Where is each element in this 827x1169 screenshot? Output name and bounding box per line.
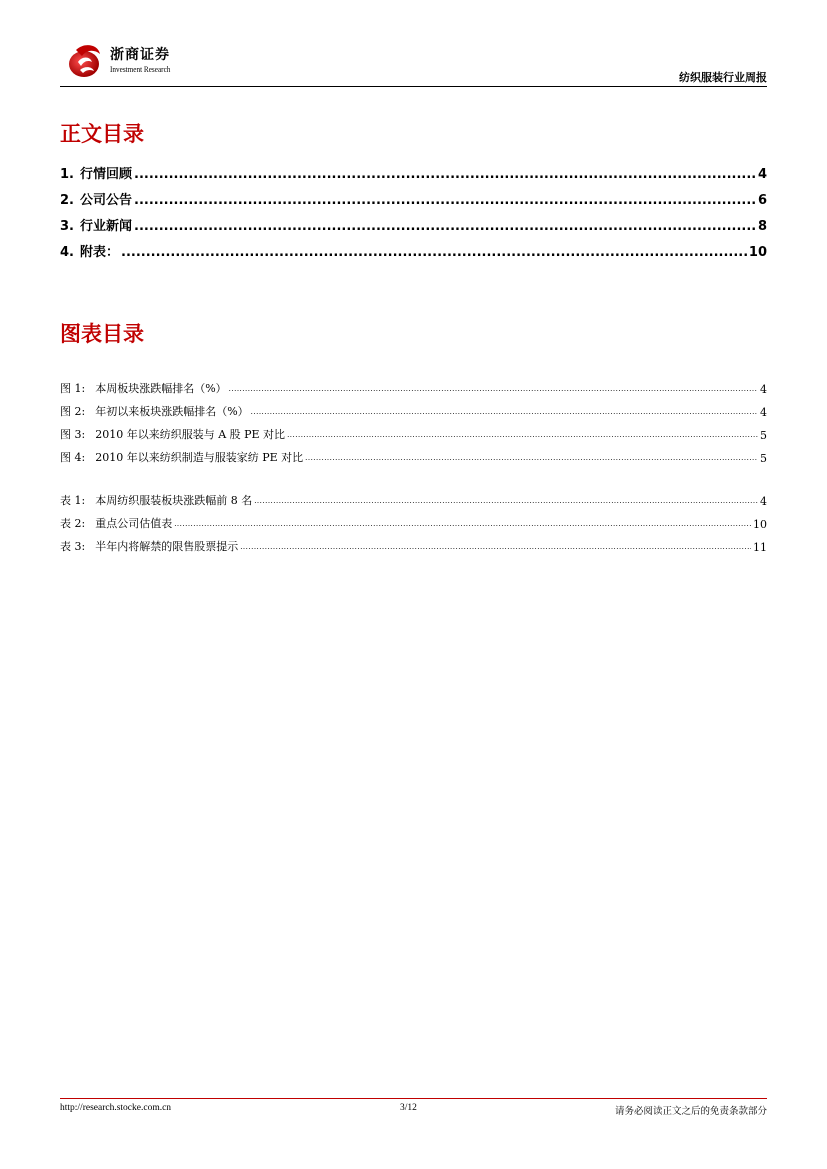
leader-dots (254, 494, 758, 508)
toc-item-title: 公司公告 (79, 193, 132, 208)
page-number: 3/12 (400, 1103, 417, 1113)
figure-label: 图 1: (60, 382, 86, 395)
figure-title: 2010 年以来纺织服装与 A 股 PE 对比 (95, 428, 286, 441)
figure-title: 2010 年以来纺织制造与服装家纺 PE 对比 (95, 451, 304, 464)
table-label: 表 3: (60, 540, 86, 553)
footer-divider (60, 1098, 767, 1099)
figure-page: 5 (760, 452, 767, 465)
zheshang-logo-icon (66, 40, 106, 80)
toc-item-1[interactable] (60, 160, 767, 182)
leader-dots (121, 245, 747, 260)
logo-english-name: Investment Research (110, 64, 171, 74)
figure-label: 图 3: (60, 428, 86, 441)
figure-list-heading: 图表目录 (60, 322, 144, 346)
footer-url[interactable]: http://research.stocke.com.cn (60, 1103, 172, 1113)
figure-item-1[interactable] (60, 378, 767, 396)
figure-title: 本周板块涨跌幅排名（%） (95, 382, 227, 395)
leader-dots (134, 193, 756, 208)
leader-dots (134, 219, 756, 234)
toc-item-4[interactable] (60, 238, 767, 260)
logo-chinese-name: 浙商证券 (110, 47, 170, 63)
leader-dots (305, 451, 758, 465)
figure-title: 年初以来板块涨跌幅排名（%） (95, 405, 249, 418)
figure-label: 图 2: (60, 405, 86, 418)
table-page: 11 (753, 541, 767, 554)
toc-item-title: 行业新闻 (79, 219, 132, 234)
table-title: 本周纺织服装板块涨跌幅前 8 名 (95, 494, 253, 507)
table-page: 4 (760, 495, 767, 508)
table-item-1[interactable] (60, 490, 767, 508)
toc-item-page: 4 (757, 167, 767, 182)
table-title: 重点公司估值表 (95, 517, 173, 530)
toc-item-2[interactable] (60, 186, 767, 208)
toc-item-page: 6 (757, 193, 767, 208)
figure-page: 4 (760, 383, 767, 396)
company-logo (66, 40, 196, 82)
toc-item-page: 10 (748, 245, 767, 260)
table-item-3[interactable] (60, 536, 767, 554)
table-item-2[interactable] (60, 513, 767, 531)
figure-label: 图 4: (60, 451, 86, 464)
figure-item-4[interactable] (60, 447, 767, 465)
leader-dots (240, 540, 751, 554)
table-label: 表 2: (60, 517, 86, 530)
table-page: 10 (753, 518, 767, 531)
toc-item-number: 3. (60, 219, 74, 234)
disclaimer-note: 请务必阅读正文之后的免责条款部分 (614, 1106, 767, 1117)
leader-dots (229, 382, 758, 396)
toc-item-number: 2. (60, 193, 74, 208)
table-title: 半年内将解禁的限售股票提示 (95, 540, 239, 553)
table-label: 表 1: (60, 494, 86, 507)
toc-item-number: 4. (60, 245, 74, 260)
toc-item-title: 行情回顾 (79, 167, 132, 182)
report-type: 纺织服装行业周报 (679, 71, 767, 84)
toc-item-page: 8 (757, 219, 767, 234)
toc-item-3[interactable] (60, 212, 767, 234)
figure-item-3[interactable] (60, 424, 767, 442)
figure-page: 4 (760, 406, 767, 419)
leader-dots (134, 167, 756, 182)
leader-dots (251, 405, 758, 419)
leader-dots (174, 517, 751, 531)
toc-item-title: 附表： (79, 245, 119, 260)
toc-heading: 正文目录 (60, 122, 144, 146)
toc-item-number: 1. (60, 167, 74, 182)
leader-dots (287, 428, 758, 442)
figure-page: 5 (760, 429, 767, 442)
figure-item-2[interactable] (60, 401, 767, 419)
header-divider (60, 86, 767, 87)
